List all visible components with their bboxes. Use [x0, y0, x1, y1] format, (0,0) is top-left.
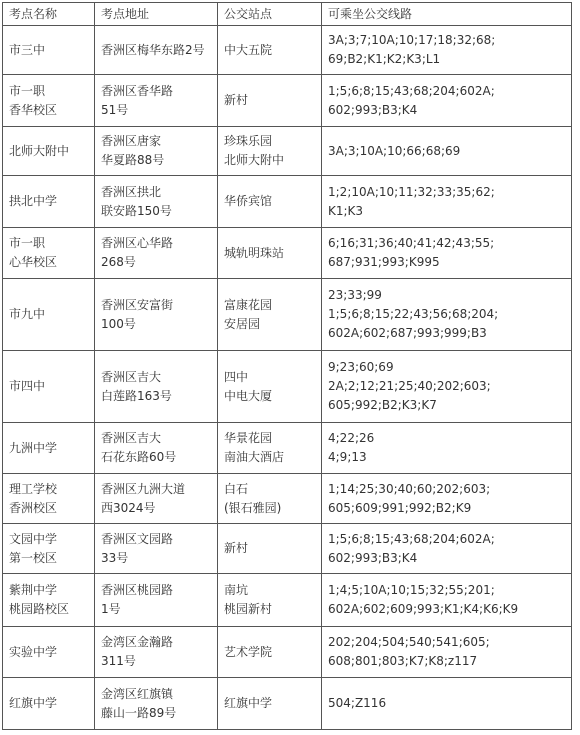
- cell-text-line: 北师大附中: [224, 153, 285, 167]
- cell-text-line: 1;14;25;30;40;60;202;603;: [328, 481, 491, 496]
- exam-site-name-cell: [3, 351, 95, 423]
- bus-routes-cell: [322, 228, 572, 279]
- cell-text-line: 605;992;B2;K3;K7: [328, 398, 437, 412]
- exam-site-name-cell: [3, 524, 95, 574]
- cell-text-line: 268号: [101, 255, 136, 269]
- bus-stop-cell: [218, 627, 322, 678]
- cell-text-line: 市一职: [9, 236, 46, 250]
- exam-site-name-cell: [3, 574, 95, 627]
- cell-text-line: 香洲区唐家: [101, 134, 162, 148]
- bus-routes-cell: [322, 574, 572, 627]
- cell-text-line: 市一职: [9, 83, 46, 98]
- cell-text-line: 市四中: [9, 379, 46, 393]
- bus-stop-cell: [218, 75, 322, 127]
- cell-text-line: 602;993;B3;K4: [328, 550, 418, 565]
- cell-text-line: 香洲区吉大: [101, 431, 162, 445]
- cell-text-line: 香洲区桃园路: [101, 583, 174, 597]
- exam-site-name-cell: [3, 627, 95, 678]
- exam-site-address-cell: [95, 524, 218, 574]
- bus-stop-cell: [218, 176, 322, 228]
- exam-site-address-cell: [95, 423, 218, 474]
- cell-text-line: 1;2;10A;10;11;32;33;35;62;: [328, 184, 495, 199]
- cell-text-line: 富康花园: [224, 297, 273, 312]
- cell-text-line: 51号: [101, 102, 129, 117]
- exam-site-address-cell: [95, 75, 218, 127]
- cell-text-line: 白石: [224, 481, 249, 496]
- cell-text-line: 33号: [101, 550, 129, 565]
- bus-routes-cell: [322, 678, 572, 730]
- cell-text-line: 桃园路校区: [9, 602, 70, 616]
- cell-text-line: 市九中: [9, 307, 46, 321]
- bus-routes-cell: [322, 26, 572, 75]
- cell-text-line: 金湾区红旗镇: [101, 686, 174, 701]
- cell-text-line: 23;33;99: [328, 288, 382, 302]
- bus-stop-cell: [218, 474, 322, 524]
- table-row: [3, 423, 572, 474]
- exam-site-name-cell: [3, 678, 95, 730]
- bus-routes-cell: [322, 127, 572, 176]
- cell-text-line: 1号: [101, 602, 121, 616]
- exam-site-address-cell: [95, 176, 218, 228]
- header-exam-site-address: 考点地址: [95, 3, 218, 26]
- bus-stop-cell: [218, 678, 322, 730]
- cell-text-line: 华景花园: [224, 431, 273, 445]
- table-row: [3, 574, 572, 627]
- cell-text-line: 3A;3;10A;10;66;68;69: [328, 143, 461, 158]
- bus-stop-cell: [218, 574, 322, 627]
- exam-site-name-cell: [3, 75, 95, 127]
- bus-routes-cell: [322, 75, 572, 127]
- header-bus-stop: 公交站点: [218, 3, 322, 26]
- table-header-row: [3, 3, 572, 26]
- exam-site-address-cell: [95, 574, 218, 627]
- cell-text-line: 69;B2;K1;K2;K3;L1: [328, 52, 441, 66]
- table-row: [3, 75, 572, 127]
- cell-text-line: 实验中学: [9, 644, 58, 659]
- cell-text-line: 202;204;504;540;541;605;: [328, 635, 490, 649]
- exam-site-name-cell: [3, 228, 95, 279]
- exam-site-name-cell: [3, 127, 95, 176]
- exam-site-name-cell: [3, 279, 95, 351]
- bus-routes-cell: [322, 524, 572, 574]
- cell-text-line: 311号: [101, 654, 136, 668]
- table-row: [3, 228, 572, 279]
- cell-text-line: 香华校区: [9, 102, 58, 117]
- header-exam-site-name: 考点名称: [3, 3, 95, 26]
- cell-text-line: 藤山一路89号: [101, 705, 177, 720]
- cell-text-line: 香洲校区: [9, 500, 58, 515]
- cell-text-line: 南坑: [224, 583, 249, 597]
- cell-text-line: 中大五院: [224, 42, 273, 57]
- cell-text-line: 新村: [224, 541, 249, 555]
- cell-text-line: 市三中: [9, 42, 46, 57]
- cell-text-line: 香洲区心华路: [101, 236, 174, 250]
- cell-text-line: 100号: [101, 316, 136, 331]
- cell-text-line: 新村: [224, 93, 249, 107]
- exam-site-address-cell: [95, 127, 218, 176]
- cell-text-line: 中电大厦: [224, 388, 273, 403]
- exam-site-address-cell: [95, 228, 218, 279]
- cell-text-line: 华夏路88号: [101, 153, 165, 167]
- bus-stop-cell: [218, 279, 322, 351]
- cell-text-line: 理工学校: [9, 481, 58, 496]
- cell-text-line: 香洲区安富街: [101, 297, 174, 312]
- cell-text-line: 四中: [224, 369, 249, 384]
- cell-text-line: 艺术学院: [224, 644, 273, 659]
- cell-text-line: 紫荆中学: [9, 583, 58, 597]
- cell-text-line: 2A;2;12;21;25;40;202;603;: [328, 379, 491, 393]
- bus-stop-cell: [218, 351, 322, 423]
- exam-site-address-cell: [95, 678, 218, 730]
- cell-text-line: 北师大附中: [9, 143, 70, 158]
- header-bus-routes: 可乘坐公交线路: [322, 3, 572, 26]
- bus-routes-cell: [322, 351, 572, 423]
- table-row: [3, 127, 572, 176]
- cell-text-line: 白莲路163号: [101, 388, 172, 403]
- bus-stop-cell: [218, 524, 322, 574]
- table-row: [3, 26, 572, 75]
- table-row: [3, 524, 572, 574]
- table-row: [3, 176, 572, 228]
- cell-text-line: 504;Z116: [328, 696, 387, 710]
- cell-text-line: 1;5;6;8;15;43;68;204;602A;: [328, 83, 495, 98]
- cell-text-line: 红旗中学: [9, 696, 58, 710]
- bus-routes-cell: [322, 423, 572, 474]
- exam-site-address-cell: [95, 279, 218, 351]
- bus-stop-cell: [218, 423, 322, 474]
- cell-text-line: 珍珠乐园: [224, 134, 273, 148]
- cell-text-line: 香洲区文园路: [101, 531, 174, 546]
- cell-text-line: 602A;602;687;993;999;B3: [328, 326, 487, 340]
- table-row: [3, 678, 572, 730]
- cell-text-line: 602;993;B3;K4: [328, 102, 418, 117]
- cell-text-line: 3A;3;7;10A;10;17;18;32;68;: [328, 33, 496, 47]
- cell-text-line: 香洲区九洲大道: [101, 481, 186, 496]
- cell-text-line: 联安路150号: [101, 203, 172, 218]
- cell-text-line: 文园中学: [9, 531, 58, 546]
- cell-text-line: 九洲中学: [9, 440, 58, 455]
- cell-text-line: 香洲区香华路: [101, 83, 174, 98]
- exam-site-address-cell: [95, 627, 218, 678]
- table-row: [3, 279, 572, 351]
- cell-text-line: 6;16;31;36;40;41;42;43;55;: [328, 236, 495, 250]
- cell-text-line: 4;22;26: [328, 431, 375, 445]
- cell-text-line: 安居园: [224, 316, 261, 331]
- table-row: [3, 474, 572, 524]
- cell-text-line: 605;609;991;992;B2;K9: [328, 500, 472, 515]
- cell-text-line: 1;5;6;8;15;22;43;56;68;204;: [328, 307, 499, 321]
- exam-site-name-cell: [3, 26, 95, 75]
- cell-text-line: 拱北中学: [9, 194, 58, 208]
- cell-text-line: 心华校区: [9, 255, 58, 269]
- cell-text-line: 城轨明珠站: [224, 245, 285, 260]
- exam-site-name-cell: [3, 474, 95, 524]
- cell-text-line: 9;23;60;69: [328, 360, 394, 374]
- cell-text-line: 华侨宾馆: [224, 194, 273, 208]
- cell-text-line: 608;801;803;K7;K8;z117: [328, 654, 478, 668]
- table-row: [3, 351, 572, 423]
- cell-text-line: 西3024号: [101, 500, 156, 515]
- cell-text-line: 1;4;5;10A;10;15;32;55;201;: [328, 583, 495, 597]
- exam-site-name-cell: [3, 423, 95, 474]
- bus-routes-cell: [322, 627, 572, 678]
- cell-text-line: K1;K3: [328, 203, 364, 218]
- table-row: [3, 627, 572, 678]
- cell-text-line: 红旗中学: [224, 696, 273, 710]
- bus-routes-cell: [322, 279, 572, 351]
- bus-route-table: [2, 2, 572, 730]
- exam-site-address-cell: [95, 26, 218, 75]
- exam-site-address-cell: [95, 474, 218, 524]
- bus-stop-cell: [218, 26, 322, 75]
- bus-stop-cell: [218, 228, 322, 279]
- exam-site-name-cell: [3, 176, 95, 228]
- bus-routes-cell: [322, 176, 572, 228]
- cell-text-line: 南油大酒店: [224, 450, 285, 464]
- cell-text-line: 687;931;993;K995: [328, 255, 440, 269]
- bus-stop-cell: [218, 127, 322, 176]
- cell-text-line: 香洲区梅华东路2号: [101, 42, 205, 57]
- cell-text-line: 602A;602;609;993;K1;K4;K6;K9: [328, 602, 519, 616]
- cell-text-line: 金湾区金瀚路: [101, 635, 174, 649]
- exam-site-address-cell: [95, 351, 218, 423]
- cell-text-line: (银石雅园): [224, 500, 282, 515]
- cell-text-line: 4;9;13: [328, 450, 367, 464]
- cell-text-line: 石花东路60号: [101, 450, 177, 464]
- cell-text-line: 桃园新村: [224, 602, 273, 616]
- bus-routes-cell: [322, 474, 572, 524]
- cell-text-line: 1;5;6;8;15;43;68;204;602A;: [328, 531, 495, 546]
- cell-text-line: 第一校区: [9, 550, 58, 565]
- cell-text-line: 香洲区吉大: [101, 369, 162, 384]
- cell-text-line: 香洲区拱北: [101, 184, 162, 199]
